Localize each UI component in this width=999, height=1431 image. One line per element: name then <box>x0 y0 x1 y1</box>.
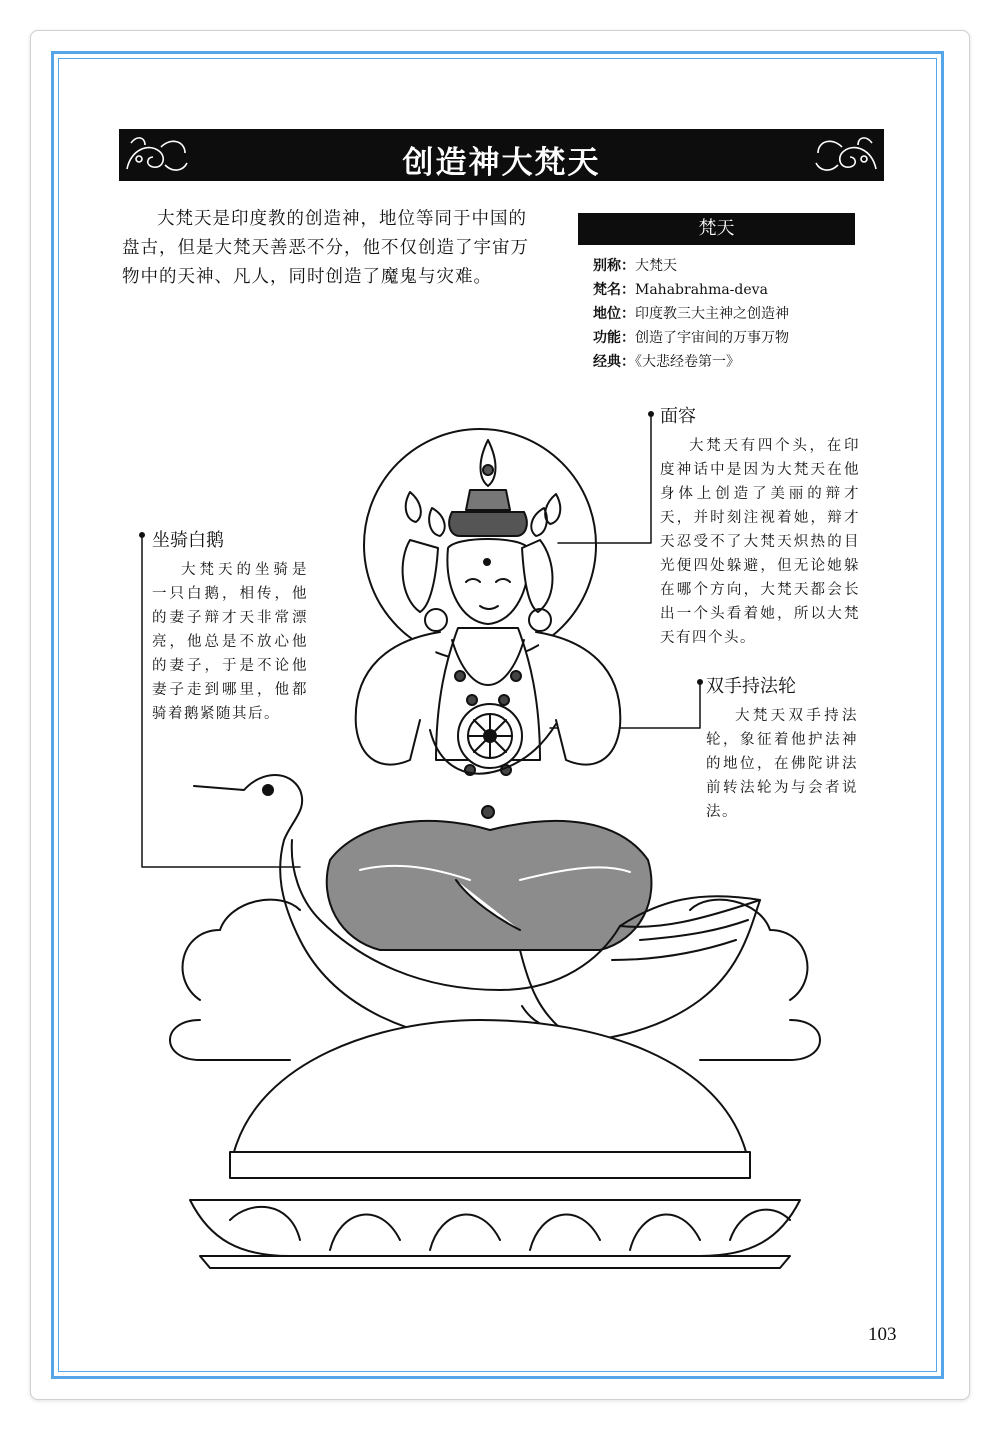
base-band <box>230 1152 750 1178</box>
lotus-pedestal <box>190 1200 800 1256</box>
info-key: 地位： <box>593 306 635 322</box>
leader-wheel-dot <box>698 680 702 684</box>
robe-legs <box>327 821 652 950</box>
callout-mount-title: 坐骑白鹅 <box>152 530 224 551</box>
callout-mount <box>152 526 308 726</box>
cloud-left <box>183 900 300 1000</box>
leader-mount-dot <box>140 533 144 537</box>
leader-face-dot <box>649 412 653 416</box>
page-number: 103 <box>868 1324 897 1345</box>
callout-wheel-text: 大梵天双手持法轮，象征着他护法神的地位，在佛陀讲法前转法轮为与会者说法。 <box>706 708 858 820</box>
info-key: 别称： <box>593 258 635 274</box>
info-value: 大梵天 <box>635 258 677 274</box>
dharma-wheel-icon <box>458 704 522 768</box>
info-value: 创造了宇宙间的万事万物 <box>635 330 789 346</box>
face-right <box>522 540 553 612</box>
info-box-header: 梵天 <box>578 213 855 245</box>
callout-face-title: 面容 <box>660 406 696 427</box>
face-left <box>403 540 438 612</box>
info-key: 梵名： <box>593 282 635 298</box>
callout-mount-text: 大梵天的坐骑是一只白鹅，相传，他的妻子辩才天非常漂亮，他总是不放心他的妻子，于是不论他妻子走到哪里，他都骑着鹅紧随其后。 <box>152 562 308 722</box>
callout-wheel-title: 双手持法轮 <box>706 676 796 697</box>
info-value: 印度教三大主神之创造神 <box>635 306 789 322</box>
callout-face-text: 大梵天有四个头，在印度神话中是因为大梵天在他身体上创造了美丽的辩才天，并时刻注视着她，辩才天忍受不了大梵天炽热的目光便四处躲避，但无论她躲在哪个方向，大梵天都会长出一个头看着她，所以大梵天有四个头。 <box>660 438 860 646</box>
info-value: 《大悲经卷第一》 <box>635 354 740 370</box>
face-front <box>447 539 528 624</box>
crown-icon <box>406 440 561 536</box>
page-title: 创造神大梵天 <box>402 145 601 181</box>
intro-paragraph: 大梵天是印度教的创造神，地位等同于中国的盘古，但是大梵天善恶不分，他不仅创造了宇宙万物中的天神、凡人，同时创造了魔鬼与灾难。 <box>122 209 529 287</box>
info-value: Mahabrahma-deva <box>635 282 768 298</box>
base-dome <box>234 1020 746 1152</box>
callout-face <box>660 402 860 650</box>
callout-wheel <box>706 672 858 824</box>
cloud-right <box>690 900 807 1000</box>
foot <box>520 950 560 1028</box>
leader-face <box>558 414 651 543</box>
third-eye <box>484 559 490 565</box>
info-key: 经典： <box>593 354 635 370</box>
info-key: 功能： <box>593 330 635 346</box>
